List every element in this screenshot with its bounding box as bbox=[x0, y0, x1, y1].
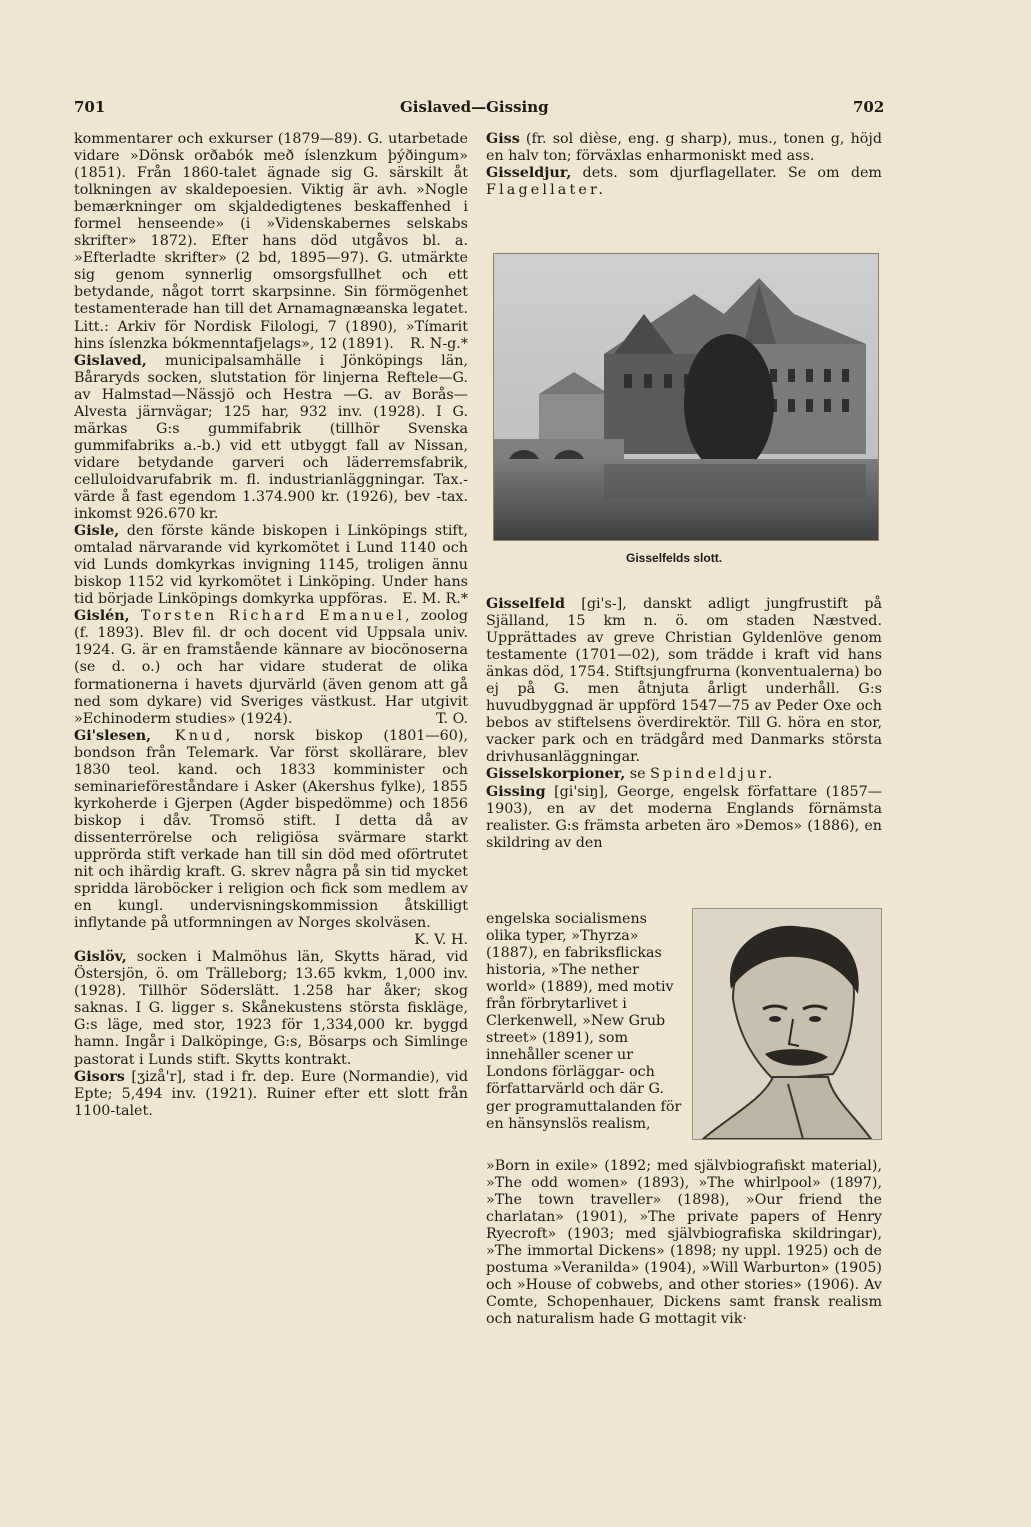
portrait-sketch bbox=[693, 909, 881, 1139]
entry-headword: Gi'slesen, bbox=[74, 727, 152, 744]
entry-headword: Gisselfeld bbox=[486, 596, 565, 612]
gissing-portrait bbox=[692, 908, 882, 1140]
cross-reference: Flagellater. bbox=[486, 182, 607, 199]
entry-text: [gi's-], danskt adligt jungfrustift på Själland, 15 km n. ö. om staden Næstved. Upprättades av greve Christian Gyldenlöve genom testamente (1701—02), som trädde i kraft vid hans änkas död, 1754. Stiftsjungfrurna (konventualerna) bo ej på G. men åtnjuta årligt underhåll. G:s huvudbyggnad är uppförd 1547—75 av Peder Oxe och bebos av stiftelsens överdirektör. Till G. höra en stor, vacker park och en trädgård med Danmarks största drivhusanläggningar. bbox=[486, 596, 882, 766]
entry-text: (fr. sol dièse, eng. g sharp), mus., tonen g, höjd en halv ton; förväxlas enharmoniskt med ass. bbox=[486, 131, 882, 165]
entry-headword: Gisors bbox=[74, 1068, 125, 1085]
gisselfeld-castle-photo bbox=[493, 253, 879, 541]
entry-text: den förste kände biskopen i Linköpings stift, omtalad närvarande vid kyrkomötet i Lund 1140 och vid Lunds domkyrkas invigning 1145, troligen ännu biskop 1152 vid kyrkomötet i Linköping. Under hans tid började Linköpings domkyrka uppföras. bbox=[74, 523, 468, 608]
entry-headword: Gisselskorpioner, bbox=[486, 766, 626, 783]
entry-text: socken i Malmöhus län, Skytts härad, vid Östersjön, ö. om Trälleborg; 13.65 kvkm, 1,000 inv. (1928). Tillhör Söderslätt. 1.258 har åker; skog saknas. I G. ligger s. Skånekustens största fiskläge, G:s läge, med stor, 1923 för 1,334,000 kr. byggd hamn. Ingår i Dalköpinge, G:s, Bösarps och Simlinge pastorat i Lunds stift. Skytts kontrakt. bbox=[74, 949, 468, 1068]
author-signature: E. M. R.* bbox=[402, 591, 468, 608]
entry-text: municipalsamhälle i Jönköpings län, Båraryds socken, slutstation för linjerna Reftele—G. av Halmstad—Nässjö och Hestra —G. av Borås—Alvesta järnvägar; 125 har, 932 inv. (1928). I G. märkas G:s gummifabrik (tillhör Svenska gummifabriks a.-b.) vid ett utbyggt fall av Nissan, vidare betydande garveri och läderremsfabrik, celluloidvarufabrik m. fl. industrianläggningar. Tax.-värde å fast egendom 1.374.900 kr. (1926), bev -tax. inkomst 926.670 kr. bbox=[74, 352, 468, 523]
left-column bbox=[74, 131, 468, 1120]
entry-text: zoolog (f. 1893). Blev fil. dr och docent vid Uppsala univ. 1924. G. är en framstående kännare av biocönoserna (se d. o.) och har vidare studerat de olika formationerna i havets djurvärld (även genom att gå ned som dykare) vid Sveriges västkust. Har utgivit »Echinoderm studies» (1924). bbox=[74, 608, 468, 727]
entry-gislaved bbox=[74, 353, 468, 523]
entry-gisors bbox=[74, 1069, 468, 1120]
author-signature: R. N-g.* bbox=[409, 335, 468, 352]
photo-caption: Gisselfelds slott. bbox=[626, 551, 723, 565]
entry-headword: Gisle, bbox=[74, 523, 120, 540]
entry-person-name: Knud, bbox=[151, 727, 234, 744]
running-title: Gislaved—Gissing bbox=[400, 98, 549, 116]
entry-text: se bbox=[625, 766, 646, 783]
cross-reference: Spindeldjur. bbox=[650, 766, 776, 783]
entry-text: [ʒizå'r], stad i fr. dep. Eure (Normandie), vid Epte; 5,494 inv. (1921). Ruiner efter ett slott från 1100-talet. bbox=[74, 1068, 468, 1119]
entry-text: norsk biskop (1801—60), bondson från Telemark. Var först skollärare, blev 1830 teol. kand. och 1833 komminister och seminarieföreståndare i Asker (Akershus fylke), 1855 kyrkoherde i Gjerpen (Agder bispedömme) och 1856 biskop i dåv. Tromsö stift. I detta då av dissenterrörelse och religiösa svärmare starkt upprörda stift verkade han till sin död med oförtrutet nit och ihärdig kraft. G. skrev några på sin tid mycket spridda läroböcker i religion och fick som medlem av en kungl. undervisningskommission åtskilligt inflytande på utformningen av Norges skolväsen. bbox=[74, 727, 468, 932]
gissing-continued-text: »Born in exile» (1892; med självbiografiskt material), »The odd women» (1893), »The whirlpool» (1897), »The town traveller» (1898), »Our friend the charlatan» (1901), »The private papers of Henry Ryecroft» (1903; med självbiografiska skildringar), »The immortal Dickens» (1898; ny uppl. 1925) och de postuma »Veranilda» (1904), »Will Warburton» (1905) och »House of cobwebs, and other stories» (1906). Av Comte, Schopenhauer, Dickens samt fransk realism och naturalism hade G mottagit vik· bbox=[486, 1158, 882, 1328]
right-column-top bbox=[486, 131, 882, 199]
entry-text: dets. som djurflagellater. Se om dem bbox=[571, 165, 882, 182]
page-number-right: 702 bbox=[853, 98, 885, 116]
author-signature: T. O. bbox=[436, 710, 468, 727]
author-signature: K. V. H. bbox=[414, 932, 468, 949]
entry-headword: Gissing bbox=[486, 783, 546, 800]
entry-gissing-intro bbox=[486, 784, 882, 852]
right-column-bottom bbox=[486, 596, 882, 852]
entry-gislen bbox=[74, 608, 468, 727]
entry-text: [gi'siŋ], George, engelsk författare (1857—1903), en av det moderna Englands förnämsta realister. G:s främsta arbeten äro »Demos» (1886), en skildring av den bbox=[486, 783, 882, 851]
entry-headword: Gislöv, bbox=[74, 949, 127, 966]
castle-illustration bbox=[494, 254, 878, 540]
entry-gisselskorpioner bbox=[486, 766, 882, 783]
entry-text: kommentarer och exkurser (1879—89). G. utarbetade vidare »Dönsk orðabók með íslenzkum þýðingum» (1851). Från 1860-talet ägnade sig G. särskilt åt tolkningen av skaldepoesien. Viktig är avh. »Nogle bemærkninger om skjaldedigtenes beskaffenhed i formel henseende» (i »Videnskabernes selskabs skrifter» 1872). Efter hans död utgåvos bl. a. »Efterladte skrifter» (2 bd, 1895—97). G. utmärkte sig genom synnerlig omsorgsfullhet och ett betydande, något torrt skarpsinne. Sin förmögenhet testamenterade han till det Arnamagnæanska legatet. Litt.: Arkiv för Nordisk Filologi, 7 (1890), »Tímarit hins íslenzka bókmenntafjelags», 12 (1891). bbox=[74, 131, 468, 352]
entry-gisseldjur bbox=[486, 165, 882, 199]
entry-gislesen bbox=[74, 727, 468, 949]
entry-headword: Giss bbox=[486, 131, 520, 147]
entry-person-name: Torsten Richard Emanuel, bbox=[129, 608, 413, 625]
entry-gislov bbox=[74, 949, 468, 1068]
entry-headword: Gislén, bbox=[74, 608, 130, 625]
entry-headword: Gislaved, bbox=[74, 352, 147, 369]
entry-gisle bbox=[74, 523, 468, 608]
entry-headword: Gisseldjur, bbox=[486, 165, 572, 182]
entry-gisselfeld bbox=[486, 596, 882, 766]
page-number-left: 701 bbox=[74, 98, 106, 116]
gissing-wrapped-text: engelska socialismens olika typer, »Thyrza» (1887), en fabriksflickas historia, »The nether world» (1889), med motiv från förbrytarlivet i Clerkenwell, »New Grub street» (1891), som innehåller scener ur Londons förläggar- och författarvärld och där G. ger programuttalanden för en hänsynslös realism, bbox=[486, 911, 682, 1132]
entry-gislason-continued bbox=[74, 131, 468, 353]
entry-giss bbox=[486, 131, 882, 165]
